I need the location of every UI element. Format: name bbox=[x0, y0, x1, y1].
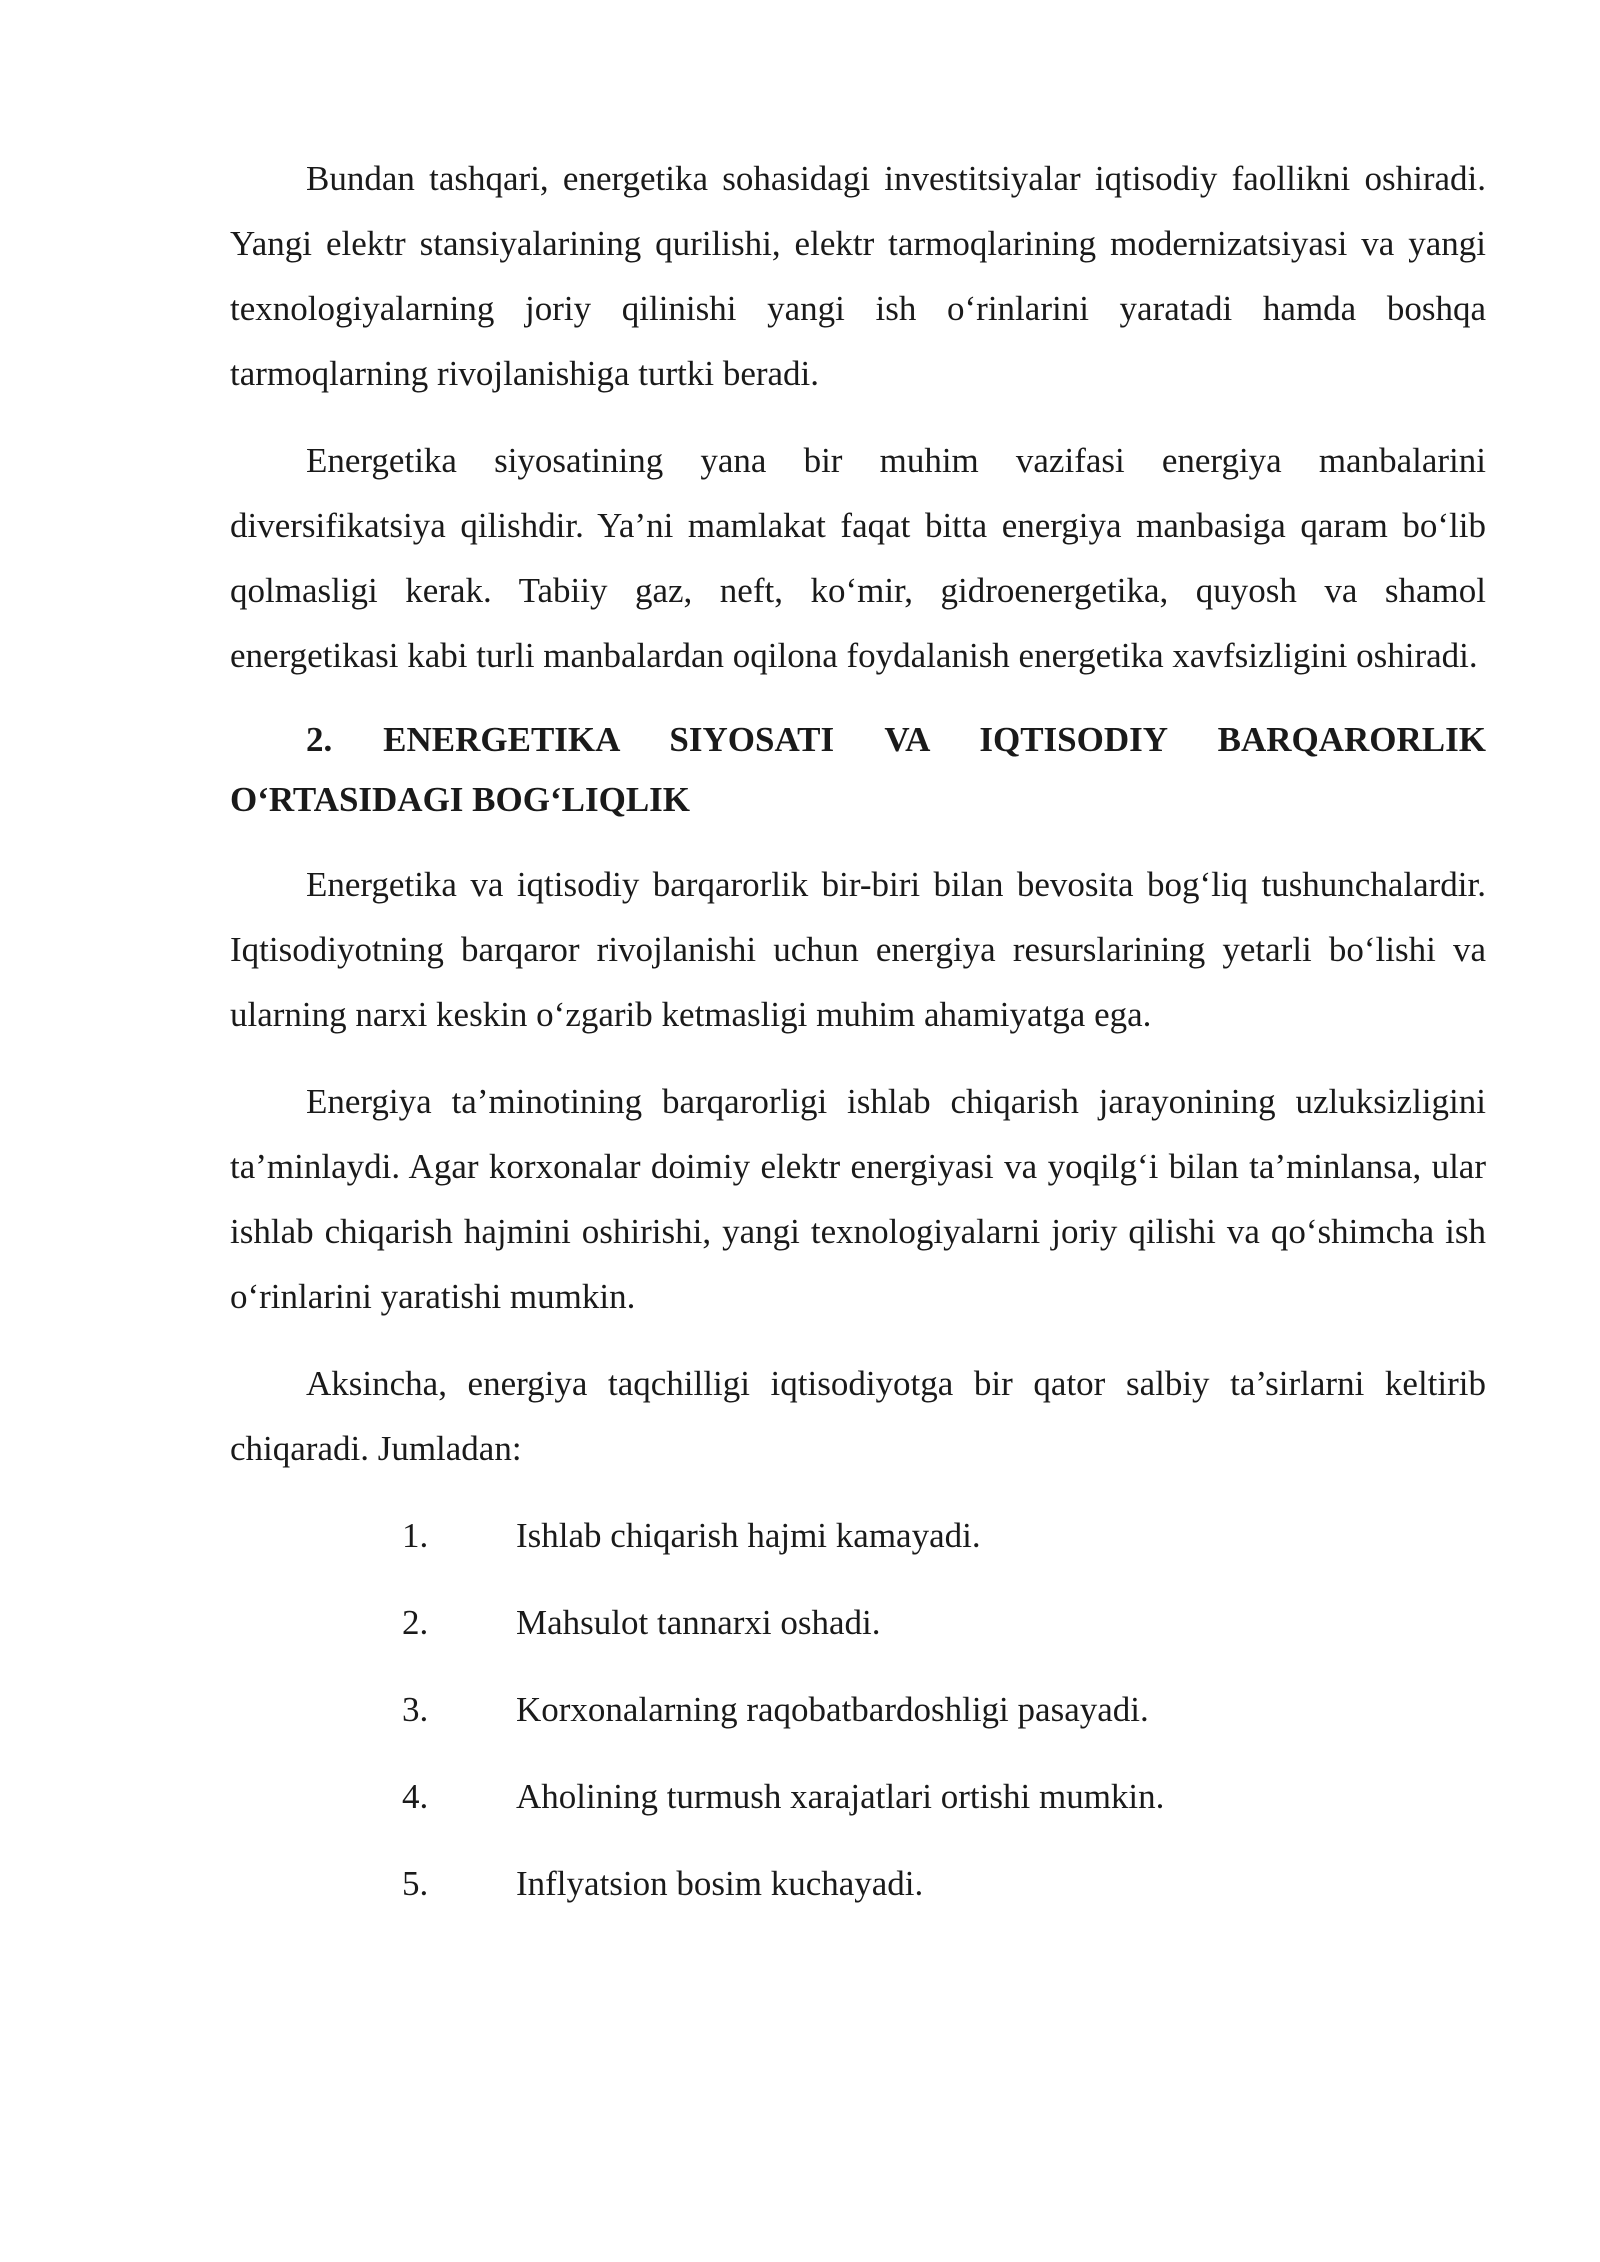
document-page bbox=[230, 146, 1486, 1938]
list-item-number: 4. bbox=[402, 1777, 429, 1816]
list-item bbox=[230, 1677, 1486, 1742]
effects-list bbox=[230, 1503, 1486, 1916]
list-item bbox=[230, 1851, 1486, 1916]
list-item-text: Ishlab chiqarish hajmi kamayadi. bbox=[516, 1516, 981, 1555]
list-item-text: Korxonalarning raqobatbardoshligi pasayadi. bbox=[516, 1690, 1149, 1729]
list-item-number: 2. bbox=[402, 1603, 429, 1642]
list-item-number: 1. bbox=[402, 1516, 429, 1555]
list-item-text: Inflyatsion bosim kuchayadi. bbox=[516, 1864, 924, 1903]
section-heading: 2. ENERGETIKA SIYOSATI VA IQTISODIY BARQARORLIK O‘RTASIDAGI BOG‘LIQLIK bbox=[230, 720, 1486, 819]
paragraph-relationship: Energetika va iqtisodiy barqarorlik bir-biri bilan bevosita bog‘liq tushunchalardir. Iqtisodiyotning barqaror rivojlanishi uchun energiya resurslarining yetarli bo‘lishi va ularning narxi keskin o‘zgarib ketmasligi muhim ahamiyatga ega. bbox=[230, 865, 1486, 1034]
list-item-text: Mahsulot tannarxi oshadi. bbox=[516, 1603, 881, 1642]
list-item-number: 5. bbox=[402, 1864, 429, 1903]
list-item bbox=[230, 1590, 1486, 1655]
paragraph-diversification: Energetika siyosatining yana bir muhim vazifasi energiya manbalarini diversifikatsiya qilishdir. Ya’ni mamlakat faqat bitta energiya manbasiga qaram bo‘lib qolmasligi kerak. Tabiiy gaz, neft, ko‘mir, gidroenergetika, quyosh va shamol energetikasi kabi turli manbalardan oqilona foydalanish energetika xavfsizligini oshiradi. bbox=[230, 441, 1486, 675]
list-item-text: Aholining turmush xarajatlari ortishi mumkin. bbox=[516, 1777, 1165, 1816]
list-item-number: 3. bbox=[402, 1690, 429, 1729]
paragraph-investments: Bundan tashqari, energetika sohasidagi investitsiyalar iqtisodiy faollikni oshiradi. Yangi elektr stansiyalarining qurilishi, elektr tarmoqlarining modernizatsiyasi va yangi texnologiyalarning joriy qilinishi yangi ish o‘rinlarini yaratadi hamda boshqa tarmoqlarning rivojlanishiga turtki beradi. bbox=[230, 159, 1486, 393]
paragraph-supply-stability: Energiya ta’minotining barqarorligi ishlab chiqarish jarayonining uzluksizligini ta’minlaydi. Agar korxonalar doimiy elektr energiyasi va yoqilg‘i bilan ta’minlansa, ular ishlab chiqarish hajmini oshirishi, yangi texnologiyalarni joriy qilishi va qo‘shimcha ish o‘rinlarini yaratishi mumkin. bbox=[230, 1082, 1486, 1316]
paragraph-energy-deficit: Aksincha, energiya taqchilligi iqtisodiyotga bir qator salbiy ta’sirlarni keltirib chiqaradi. Jumladan: bbox=[230, 1364, 1486, 1468]
list-item bbox=[230, 1503, 1486, 1568]
list-item bbox=[230, 1764, 1486, 1829]
